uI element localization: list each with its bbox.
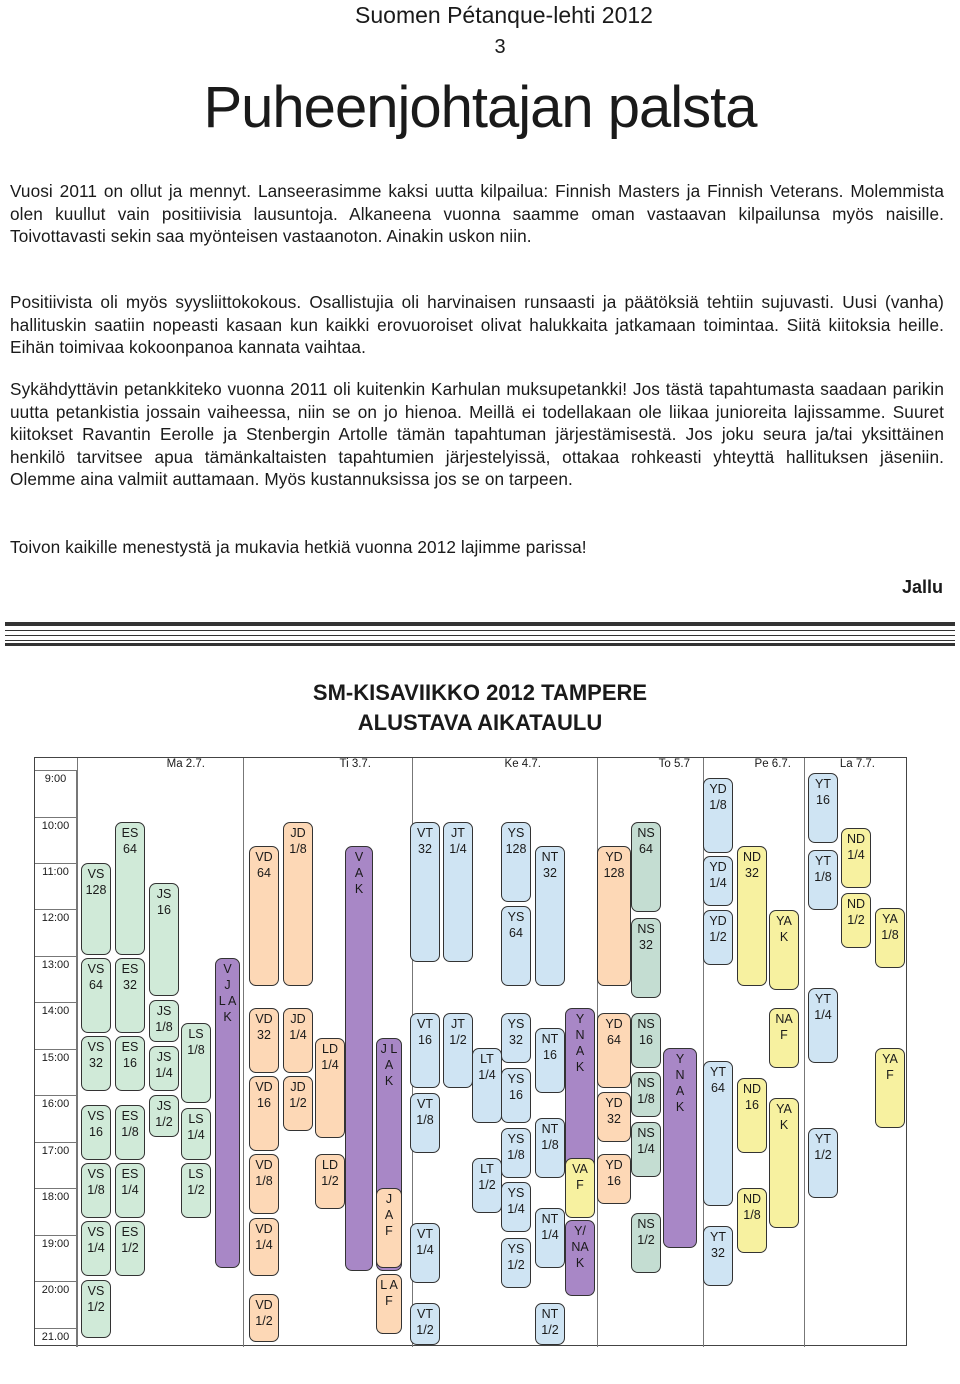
event-block: JD 1/4 xyxy=(283,1008,313,1073)
time-label: 21.00 xyxy=(35,1328,77,1347)
event-block: NS 1/4 xyxy=(631,1122,661,1177)
event-block: NT 1/8 xyxy=(535,1118,565,1178)
event-block: NS 64 xyxy=(631,822,661,912)
event-block: YS 32 xyxy=(501,1013,531,1063)
magazine-title: Suomen Pétanque-lehti 2012 xyxy=(355,2,653,28)
event-block: YS 1/8 xyxy=(501,1128,531,1178)
event-block: JT 1/4 xyxy=(443,822,473,962)
time-label: 19:00 xyxy=(35,1235,77,1282)
event-block: VA F xyxy=(565,1158,595,1218)
event-block: NS 32 xyxy=(631,918,661,998)
day-header-fri: Pe 6.7. xyxy=(754,758,791,770)
event-block: YS 16 xyxy=(501,1068,531,1123)
event-block: VT 32 xyxy=(410,822,440,962)
event-block: NS 1/2 xyxy=(631,1213,661,1273)
event-block: VT 1/8 xyxy=(410,1093,440,1153)
event-block: YT 64 xyxy=(703,1061,733,1206)
schedule-grid xyxy=(34,757,907,1346)
event-block: VS 1/8 xyxy=(81,1163,111,1218)
event-block: YS 128 xyxy=(501,822,531,902)
event-block: VS 1/4 xyxy=(81,1221,111,1276)
event-block: JS 1/4 xyxy=(149,1046,179,1091)
event-block: YT 1/4 xyxy=(808,988,838,1063)
column-divider xyxy=(77,758,78,1347)
event-block: YD 128 xyxy=(597,846,631,986)
event-block: VS 128 xyxy=(81,863,111,955)
column-divider xyxy=(243,758,244,1347)
event-block: VS 16 xyxy=(81,1105,111,1160)
schedule-title xyxy=(0,678,960,738)
event-block: J A F xyxy=(376,1188,402,1268)
event-block: JS 1/2 xyxy=(149,1095,179,1137)
event-block: YS 1/4 xyxy=(501,1182,531,1232)
page-title: Puheenjohtajan palsta xyxy=(203,75,757,140)
event-block: JS 1/8 xyxy=(149,1000,179,1042)
time-label: 20:00 xyxy=(35,1281,77,1328)
event-block: Y N A K xyxy=(565,1008,595,1208)
event-block: LS 1/8 xyxy=(181,1023,211,1103)
event-block: ES 64 xyxy=(115,822,145,955)
event-block: VD 1/8 xyxy=(249,1154,279,1214)
schedule-title-line2: ALUSTAVA AIKATAULU xyxy=(357,710,603,735)
event-block: YT 1/2 xyxy=(808,1128,838,1198)
event-block: LS 1/2 xyxy=(181,1163,211,1218)
event-block: VS 1/2 xyxy=(81,1280,111,1338)
event-block: VD 16 xyxy=(249,1076,279,1151)
event-block: YA 1/8 xyxy=(875,908,905,968)
time-label: 11:00 xyxy=(35,863,77,910)
event-block: YD 1/2 xyxy=(703,910,733,965)
paragraph-1: Vuosi 2011 on ollut ja mennyt. Lanseerasimme kaksi uutta kilpailua: Finnish Masters ja Finnish Veterans. Molemmista olen kuullut vain positiivisia lausuntoja. Alkaneena vuonna saamme oman vastaavan kilpailunsa myös naisille. Toivottavasti sekin saa myönteisen vastaanoton. Ainakin uskon niin. xyxy=(10,181,944,246)
event-block: YD 1/4 xyxy=(703,856,733,906)
paragraph-4: Toivon kaikille menestystä ja mukavia hetkiä vuonna 2012 lajimme parissa! xyxy=(10,537,587,557)
day-header-tue: Ti 3.7. xyxy=(339,758,371,770)
event-block: LD 1/4 xyxy=(315,1038,345,1138)
event-block: JD 1/8 xyxy=(283,822,313,986)
day-header-wed: Ke 4.7. xyxy=(504,758,541,770)
event-block: YT 32 xyxy=(703,1226,733,1286)
event-block: LT 1/2 xyxy=(472,1158,502,1213)
event-block: JT 1/2 xyxy=(443,1013,473,1088)
event-block: Y/ NA K xyxy=(565,1220,595,1296)
event-block: LD 1/2 xyxy=(315,1154,345,1209)
event-block: YD 32 xyxy=(597,1092,631,1142)
event-block: YD 16 xyxy=(597,1154,631,1204)
column-divider xyxy=(804,758,805,1347)
day-header-sat: La 7.7. xyxy=(839,758,875,770)
event-block: VD 1/2 xyxy=(249,1294,279,1342)
event-block: NT 1/4 xyxy=(535,1208,565,1268)
event-block: ND 1/2 xyxy=(841,893,871,948)
event-block: LS 1/4 xyxy=(181,1108,211,1160)
event-block: NT 32 xyxy=(535,846,565,986)
event-block: NS 1/8 xyxy=(631,1072,661,1117)
time-label: 15:00 xyxy=(35,1049,77,1096)
event-block: ND 1/8 xyxy=(737,1188,767,1253)
event-block: YT 16 xyxy=(808,773,838,843)
event-block: ES 32 xyxy=(115,958,145,1033)
time-label: 14:00 xyxy=(35,1002,77,1049)
schedule-title-line1: SM-KISAVIIKKO 2012 TAMPERE xyxy=(312,680,648,705)
event-block: YD 1/8 xyxy=(703,778,733,853)
event-block: YS 64 xyxy=(501,906,531,986)
event-block: YD 64 xyxy=(597,1013,631,1088)
event-block: V J L A K xyxy=(215,958,240,1268)
event-block: JS 16 xyxy=(149,883,179,996)
event-block: YS 1/2 xyxy=(501,1238,531,1288)
event-block: YA F xyxy=(875,1048,905,1128)
page-number: 3 xyxy=(494,36,506,58)
event-block: VS 32 xyxy=(81,1036,111,1091)
time-label: 18:00 xyxy=(35,1188,77,1235)
event-block: VT 1/2 xyxy=(410,1303,440,1345)
event-block: ND 32 xyxy=(737,846,767,986)
event-block: ES 16 xyxy=(115,1036,145,1091)
event-block: YT 1/8 xyxy=(808,850,838,910)
event-block: VD 1/4 xyxy=(249,1218,279,1276)
event-block: VD 32 xyxy=(249,1008,279,1073)
event-block: ES 1/2 xyxy=(115,1221,145,1276)
event-block: VD 64 xyxy=(249,846,279,986)
time-label: 16:00 xyxy=(35,1095,77,1142)
event-block: ES 1/8 xyxy=(115,1105,145,1160)
event-block: L A F xyxy=(376,1274,402,1334)
event-block: V A K xyxy=(345,846,373,1271)
paragraph-2: Positiivista oli myös syysliittokokous. Osallistujia oli harvinaisen runsaasti ja päätöksiä tehtiin sujuvasti. Uusi (vanha) hallituskin saatiin nopeasti kasaan kun kaikki erovuoroiset olivat halukkaita jatkamaan toimintaa. Siitä kiitoksia heille. Eihän toimivaa kokoonpanoa kannata vaihtaa. xyxy=(10,292,944,357)
event-block: VT 1/4 xyxy=(410,1223,440,1283)
event-block: YA K xyxy=(769,1098,799,1228)
event-block: ND 16 xyxy=(737,1078,767,1153)
event-block: ES 1/4 xyxy=(115,1163,145,1218)
time-label: 13:00 xyxy=(35,956,77,1003)
day-header-thu: To 5.7 xyxy=(658,758,690,770)
event-block: NT 16 xyxy=(535,1028,565,1093)
time-label: 17:00 xyxy=(35,1142,77,1189)
event-block: ND 1/4 xyxy=(841,828,871,888)
day-header-mon: Ma 2.7. xyxy=(166,758,205,770)
section-divider xyxy=(5,622,955,646)
time-label: 9:00 xyxy=(35,770,77,817)
time-label: 10:00 xyxy=(35,817,77,864)
event-block: J L A K xyxy=(376,1038,402,1271)
event-block: LT 1/4 xyxy=(472,1048,502,1123)
signature: Jallu xyxy=(901,577,943,597)
paragraph-3: Sykähdyttävin petankkiteko vuonna 2011 oli kuitenkin Karhulan muksupetankki! Jos tästä tapahtumasta saadaan parikin uutta petankistia jossain vaiheessa, niin se on jo hienoa. Meillä ei todellakaan ole liikaa junioreita lajissamme. Suuret kiitokset Ravantin Eerolle ja Stenbergin Artolle tämän tapahtuman järjestämisestä. Jos joku seura ja/tai yksittäinen henkilö tarvitsee apua tämänkaltaisten tapahtumien järjestelyissä, ottakaa rohkeasti yhteyttä hallituksen jäseniin. Olemme aina valmiit auttamaan. Myös kustannuksissa jos se on tarpeen. xyxy=(10,379,944,489)
event-block: VS 64 xyxy=(81,958,111,1033)
event-block: Y N A K xyxy=(663,1048,697,1248)
event-block: VT 16 xyxy=(410,1013,440,1088)
event-block: YA K xyxy=(769,910,799,990)
event-block: NS 16 xyxy=(631,1013,661,1068)
event-block: NA F xyxy=(769,1008,799,1068)
event-block: NT 1/2 xyxy=(535,1303,565,1345)
time-label: 12:00 xyxy=(35,909,77,956)
event-block: JD 1/2 xyxy=(283,1076,313,1131)
